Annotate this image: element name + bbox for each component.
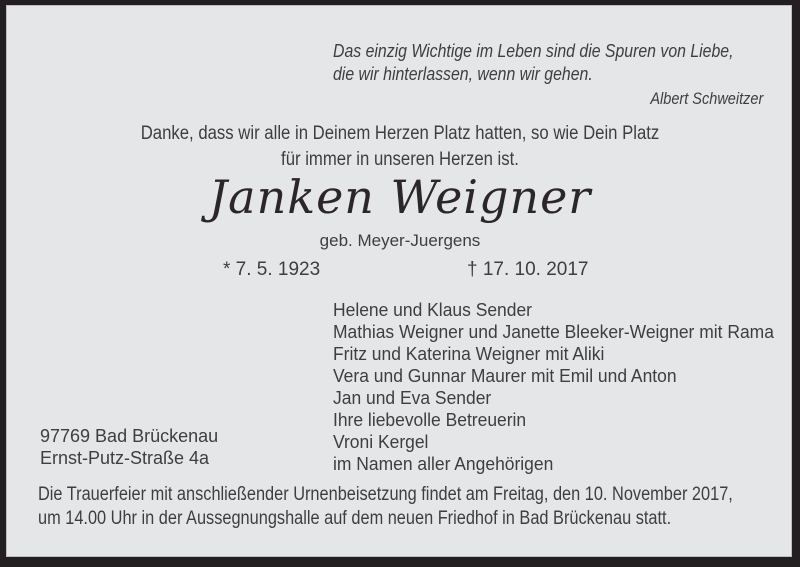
thanks-line-2: für immer in unseren Herzen ist. xyxy=(281,149,519,170)
address-block xyxy=(40,425,218,469)
mourner-line: Vera und Gunnar Maurer mit Emil und Anton xyxy=(333,366,677,386)
maiden-name: geb. Meyer-Juergens xyxy=(319,231,481,250)
death-date: † 17. 10. 2017 xyxy=(467,259,589,280)
address-street: Ernst-Putz-Straße 4a xyxy=(40,448,210,468)
quote-line-2: die wir hinterlassen, wenn wir gehen. xyxy=(333,63,593,84)
thanks-line-1: Danke, dass wir alle in Deinem Herzen Platz hatten, so wie Dein Platz xyxy=(140,123,660,144)
mourner-line: Vroni Kergel xyxy=(333,432,429,452)
address-city: 97769 Bad Brückenau xyxy=(40,426,219,446)
mourner-line: Ihre liebevolle Betreuerin xyxy=(333,410,527,430)
mourner-line: Jan und Eva Sender xyxy=(333,388,492,408)
mourner-line: Mathias Weigner und Janette Bleeker-Weigner mit Rama xyxy=(333,322,774,342)
thanks-message xyxy=(48,121,752,173)
birth-date: * 7. 5. 1923 xyxy=(223,259,321,280)
quote-line-1: Das einzig Wichtige im Leben sind die Spuren von Liebe, xyxy=(333,41,734,61)
funeral-line-2: um 14.00 Uhr in der Aussegnungshalle auf dem neuen Friedhof in Bad Brückenau statt. xyxy=(38,508,672,529)
quote-attribution: Albert Schweitzer xyxy=(650,90,764,108)
funeral-notice xyxy=(38,483,778,531)
memorial-quote xyxy=(333,40,763,111)
mourner-line: Fritz und Katerina Weigner mit Aliki xyxy=(333,344,605,364)
mourner-line: im Namen aller Angehörigen xyxy=(333,454,554,474)
mourners-list xyxy=(333,299,774,475)
mourner-line: Helene und Klaus Sender xyxy=(333,300,533,320)
deceased-name: Janken Weigner xyxy=(208,170,592,224)
funeral-line-1: Die Trauerfeier mit anschließender Urnenbeisetzung findet am Freitag, den 10. November 2017, xyxy=(38,484,733,505)
